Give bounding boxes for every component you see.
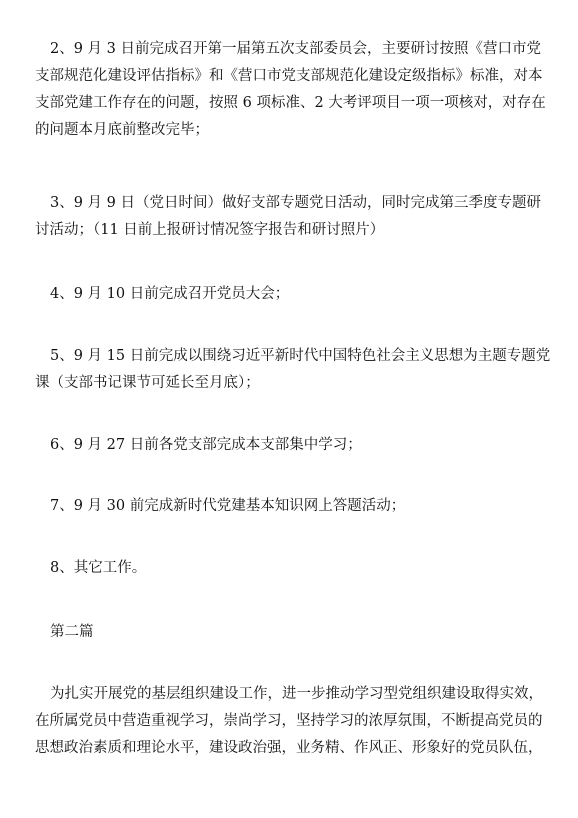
paragraph-intro-second: 为扎实开展党的基层组织建设工作，进一步推动学习型党组织建设取得实效，在所属党员中营造重视学习，崇尚学习，坚持学习的浓厚氛围，不断提高党员的思想政治素质和理论水平，建设政治强，业务精、作风正、形象好的党员队伍， bbox=[35, 686, 543, 756]
paragraph-item-8: 8、其它工作。 bbox=[50, 560, 147, 576]
paragraph-item-7: 7、9 月 30 前完成新时代党建基本知识网上答题活动； bbox=[50, 498, 406, 514]
section-heading-second: 第二篇 bbox=[50, 624, 94, 640]
paragraph-item-2: 2、9 月 3 日前完成召开第一届第五次支部委员会，主要研讨按照《营口市党支部规范化建设评估指标》和《营口市党支部规范化建设定级指标》标准，对本支部党建工作存在的问题，按照 6 项标准、2 大考评项目一项一项核对，对存在的问题本月底前整改完毕； bbox=[35, 41, 546, 138]
paragraph-item-6: 6、9 月 27 日前各党支部完成本支部集中学习； bbox=[50, 437, 362, 453]
paragraph-item-5: 5、9 月 15 日前完成以围绕习近平新时代中国特色社会主义思想为主题专题党课（支部书记课节可延长至月底）； bbox=[35, 348, 551, 391]
paragraph-item-4: 4、9 月 10 日前完成召开党员大会； bbox=[50, 286, 290, 302]
paragraph-item-3: 3、9 月 9 日（党日时间）做好支部专题党日活动，同时完成第三季度专题研讨活动；（11 日前上报研讨情况签字报告和研讨照片） bbox=[35, 195, 542, 238]
